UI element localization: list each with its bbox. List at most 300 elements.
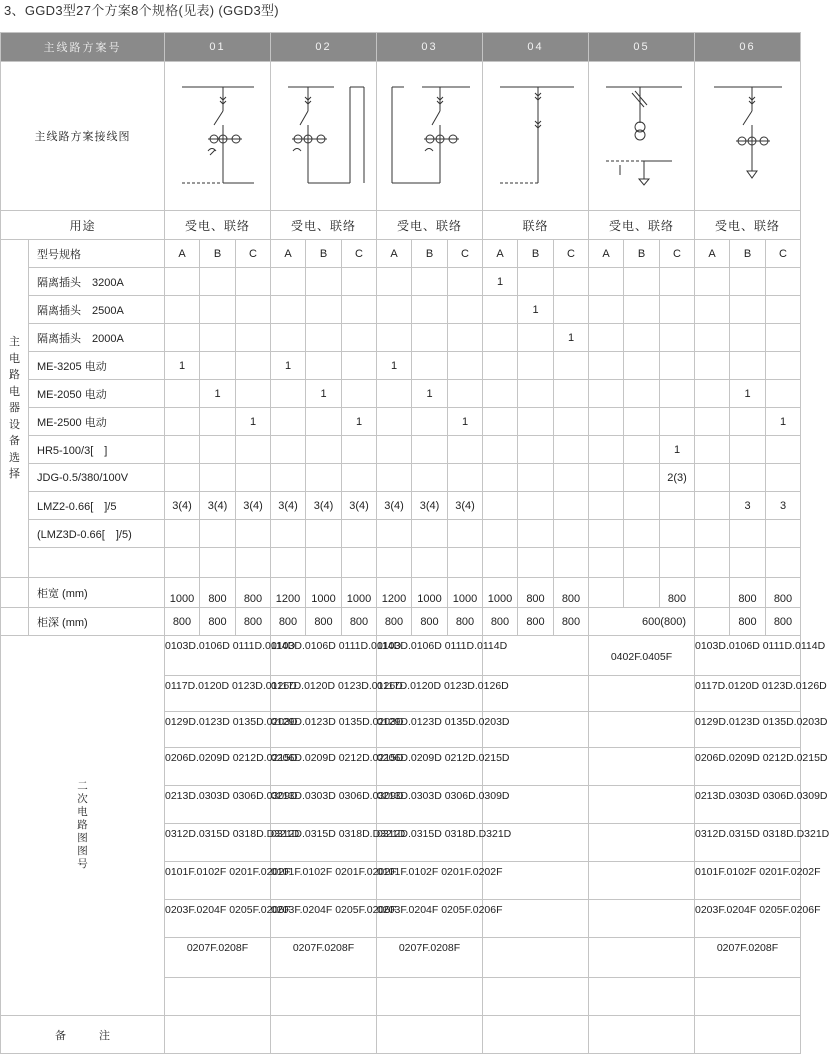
scheme-05-header: 05 (589, 33, 695, 62)
equipment-row (1, 324, 801, 352)
equipment-cell (377, 464, 412, 492)
circuit-diagram-01-icon (168, 71, 268, 201)
spec-column-cell: B (624, 240, 660, 268)
equipment-cell (377, 520, 412, 548)
secondary-cell (483, 978, 589, 1016)
equipment-cell (695, 324, 730, 352)
secondary-cell: 0312D.0315D 0318D.D321D (271, 824, 377, 862)
circuit-diagram-02-icon (274, 71, 374, 201)
equipment-cell (589, 464, 624, 492)
usage-label: 用途 (1, 211, 165, 240)
equipment-cell (412, 296, 448, 324)
equipment-cell (483, 464, 518, 492)
equipment-cell: 1 (554, 324, 589, 352)
equipment-row (1, 548, 801, 578)
equipment-row (1, 352, 801, 380)
main-circuit-section-label: 主电路电器设备选择 (1, 240, 29, 578)
spec-column-cell: A (165, 240, 200, 268)
equipment-label: ME-2050 电动 (29, 380, 165, 408)
width-cell: 1000 (165, 578, 200, 608)
equipment-cell (271, 408, 306, 436)
equipment-cell (554, 408, 589, 436)
secondary-circuit-body (1, 636, 829, 1016)
equipment-cell (165, 324, 200, 352)
equipment-cell (412, 436, 448, 464)
width-cell: 1200 (377, 578, 412, 608)
equipment-cell (660, 268, 695, 296)
spec-column-cell: C (766, 240, 801, 268)
equipment-cell (660, 324, 695, 352)
equipment-cell (306, 464, 342, 492)
equipment-cell (412, 520, 448, 548)
equipment-cell (624, 520, 660, 548)
wiring-diagram-02 (271, 62, 377, 211)
equipment-cell (730, 352, 766, 380)
width-cell (695, 578, 730, 608)
usage-02: 受电、联络 (271, 211, 377, 240)
equipment-row (1, 296, 801, 324)
depth-cell: 800 (412, 608, 448, 636)
usage-01: 受电、联络 (165, 211, 271, 240)
equipment-cell (766, 548, 801, 578)
diagram-row-label: 主线路方案接线图 (1, 62, 165, 211)
secondary-cell: 0101F.0102F 0201F.0202F (377, 862, 483, 900)
secondary-cell: 0213D.0303D 0306D.0309D (695, 786, 801, 824)
spec-column-cell: A (271, 240, 306, 268)
equipment-cell (554, 296, 589, 324)
equipment-cell: 3(4) (271, 492, 306, 520)
equipment-cell (236, 548, 271, 578)
secondary-cell (377, 978, 483, 1016)
secondary-cell: 0129D.0123D 0135D.0203D (165, 712, 271, 748)
equipment-cell (200, 296, 236, 324)
remarks-label: 备 注 (1, 1016, 165, 1054)
equipment-cell (554, 492, 589, 520)
equipment-label (29, 548, 165, 578)
cabinet-width-row (1, 578, 801, 608)
equipment-cell (342, 380, 377, 408)
equipment-cell (624, 296, 660, 324)
equipment-cell (730, 548, 766, 578)
equipment-cell (236, 296, 271, 324)
secondary-cell: 0203F.0204F 0205F.0206F (165, 900, 271, 938)
equipment-cell (589, 492, 624, 520)
spec-column-cell: B (200, 240, 236, 268)
spec-column-cell: C (660, 240, 695, 268)
depth-cell: 800 (342, 608, 377, 636)
equipment-cell (448, 464, 483, 492)
equipment-label: ME-2500 电动 (29, 408, 165, 436)
equipment-cell: 3(4) (306, 492, 342, 520)
secondary-cell: 0206D.0209D 0212D.0215D (377, 748, 483, 786)
spec-column-cell: C (554, 240, 589, 268)
wiring-diagram-04 (483, 62, 589, 211)
equipment-cell (165, 520, 200, 548)
secondary-cell: 0129D.0123D 0135D.0203D (271, 712, 377, 748)
equipment-cell (306, 408, 342, 436)
equipment-cell (518, 352, 554, 380)
equipment-cell (165, 436, 200, 464)
equipment-cell (660, 520, 695, 548)
equipment-cell (306, 548, 342, 578)
equipment-cell (448, 296, 483, 324)
equipment-cell (660, 408, 695, 436)
equipment-cell: 3(4) (377, 492, 412, 520)
depth-cell: 800 (483, 608, 518, 636)
equipment-cell (200, 436, 236, 464)
equipment-cell (271, 436, 306, 464)
spec-column-cell: C (342, 240, 377, 268)
equipment-cell (200, 268, 236, 296)
equipment-cell (660, 492, 695, 520)
equipment-cell (271, 268, 306, 296)
equipment-cell (518, 324, 554, 352)
equipment-cell (518, 268, 554, 296)
secondary-cell: 0203F.0204F 0205F.0206F (695, 900, 801, 938)
width-cell: 800 (200, 578, 236, 608)
equipment-cell: 1 (236, 408, 271, 436)
equipment-cell: 1 (306, 380, 342, 408)
equipment-cell (518, 408, 554, 436)
wiring-diagram-01 (165, 62, 271, 211)
equipment-cell (236, 380, 271, 408)
depth-cell: 800 (200, 608, 236, 636)
width-cell: 1000 (412, 578, 448, 608)
equipment-cell (483, 324, 518, 352)
equipment-label: LMZ2-0.66[ ]/5 (29, 492, 165, 520)
secondary-cell (589, 676, 695, 712)
equipment-cell (518, 548, 554, 578)
equipment-cell: 1 (660, 436, 695, 464)
scheme-04-header: 04 (483, 33, 589, 62)
equipment-row (1, 380, 801, 408)
equipment-cell (342, 548, 377, 578)
secondary-circuit-label-text: 二次电路图图号 (77, 780, 88, 870)
secondary-cell (589, 786, 695, 824)
scheme-06-header: 06 (695, 33, 801, 62)
equipment-cell (377, 268, 412, 296)
secondary-cell: 0206D.0209D 0212D.0215D (271, 748, 377, 786)
equipment-cell (695, 436, 730, 464)
depth-cell: 800 (165, 608, 200, 636)
width-cell: 800 (766, 578, 801, 608)
secondary-cell: 0213D.0303D 0306D.0309D (271, 786, 377, 824)
equipment-cell (554, 520, 589, 548)
equipment-cell (448, 380, 483, 408)
equipment-cell (271, 464, 306, 492)
width-cell: 800 (730, 578, 766, 608)
secondary-cell: 0206D.0209D 0212D.0215D (695, 748, 801, 786)
equipment-cell (271, 296, 306, 324)
secondary-cell: 0117D.0120D 0123D.0126D (695, 676, 801, 712)
equipment-cell (730, 296, 766, 324)
scheme-table (0, 32, 829, 1054)
equipment-cell (624, 548, 660, 578)
equipment-cell (306, 520, 342, 548)
secondary-cell: 0207F.0208F (377, 938, 483, 978)
depth-cell: 800 (306, 608, 342, 636)
equipment-cell (589, 436, 624, 464)
equipment-label: 隔离插头 2000A (29, 324, 165, 352)
depth-cell: 800 (448, 608, 483, 636)
equipment-cell (624, 352, 660, 380)
equipment-cell (518, 520, 554, 548)
secondary-cell: 0101F.0102F 0201F.0202F (695, 862, 801, 900)
equipment-cell (624, 436, 660, 464)
equipment-label: ME-3205 电动 (29, 352, 165, 380)
equipment-row (1, 268, 801, 296)
equipment-cell: 1 (483, 268, 518, 296)
secondary-cell: 0203F.0204F 0205F.0206F (271, 900, 377, 938)
equipment-cell: 3(4) (412, 492, 448, 520)
circuit-diagram-04-icon (486, 71, 586, 201)
equipment-cell (342, 324, 377, 352)
secondary-cell (165, 978, 271, 1016)
equipment-cell (342, 520, 377, 548)
secondary-cell: 0103D.0106D 0111D.0114D (377, 636, 483, 676)
equipment-cell (271, 520, 306, 548)
secondary-cell (271, 978, 377, 1016)
equipment-cell (342, 464, 377, 492)
equipment-cell (766, 268, 801, 296)
secondary-cell: 0213D.0303D 0306D.0309D (377, 786, 483, 824)
equipment-cell (377, 380, 412, 408)
equipment-cell (518, 492, 554, 520)
scheme-03-header: 03 (377, 33, 483, 62)
usage-06: 受电、联络 (695, 211, 801, 240)
equipment-cell: 1 (271, 352, 306, 380)
equipment-cell (412, 548, 448, 578)
secondary-cell: 0312D.0315D 0318D.D321D (695, 824, 801, 862)
width-cell: 1200 (271, 578, 306, 608)
equipment-cell: 1 (730, 380, 766, 408)
spec-column-cell: A (377, 240, 412, 268)
equipment-cell: 3 (766, 492, 801, 520)
equipment-cell (695, 548, 730, 578)
spec-column-cell: B (306, 240, 342, 268)
usage-05: 受电、联络 (589, 211, 695, 240)
equipment-cell (306, 268, 342, 296)
cabinet-width-label: 柜宽 (mm) (29, 578, 165, 608)
remarks-cell (589, 1016, 695, 1054)
blank-cell (1, 578, 29, 608)
secondary-cell (589, 824, 695, 862)
equipment-label: HR5-100/3[ ] (29, 436, 165, 464)
secondary-row (1, 636, 801, 676)
secondary-cell: 0312D.0315D 0318D.D321D (377, 824, 483, 862)
secondary-cell: 0402F.0405F (589, 636, 695, 676)
depth-cell: 800 (518, 608, 554, 636)
equipment-cell (165, 548, 200, 578)
equipment-cell (236, 464, 271, 492)
equipment-cell (483, 436, 518, 464)
equipment-cell: 3(4) (165, 492, 200, 520)
equipment-cell (730, 268, 766, 296)
equipment-cell (165, 380, 200, 408)
equipment-row (1, 520, 801, 548)
equipment-cell (200, 408, 236, 436)
equipment-cell (236, 352, 271, 380)
spec-column-cell: C (448, 240, 483, 268)
equipment-cell (448, 352, 483, 380)
secondary-cell (589, 978, 695, 1016)
secondary-cell: 0101F.0102F 0201F.0202F (165, 862, 271, 900)
equipment-cell (660, 296, 695, 324)
equipment-cell (554, 436, 589, 464)
equipment-cell (695, 296, 730, 324)
equipment-cell: 1 (766, 408, 801, 436)
spec-column-cell: B (730, 240, 766, 268)
equipment-cell (483, 548, 518, 578)
equipment-cell: 2(3) (660, 464, 695, 492)
equipment-cell: 1 (165, 352, 200, 380)
equipment-cell (165, 268, 200, 296)
equipment-cell (200, 464, 236, 492)
usage-row (1, 211, 801, 240)
equipment-cell (589, 380, 624, 408)
equipment-cell (766, 296, 801, 324)
spec-column-cell: B (412, 240, 448, 268)
secondary-cell: 0207F.0208F (271, 938, 377, 978)
blank-cell (1, 608, 29, 636)
equipment-cell (483, 520, 518, 548)
equipment-cell (730, 408, 766, 436)
model-spec-label: 型号规格 (29, 240, 165, 268)
equipment-cell (695, 268, 730, 296)
remarks-cell (165, 1016, 271, 1054)
equipment-cell (200, 520, 236, 548)
equipment-cell (589, 296, 624, 324)
secondary-cell: 0207F.0208F (165, 938, 271, 978)
equipment-cell (306, 324, 342, 352)
equipment-cell (554, 548, 589, 578)
equipment-cell (342, 436, 377, 464)
depth-cell (695, 608, 730, 636)
width-cell: 1000 (306, 578, 342, 608)
equipment-cell (624, 408, 660, 436)
equipment-cell (483, 492, 518, 520)
equipment-cell (200, 548, 236, 578)
circuit-diagram-03-icon (380, 71, 480, 201)
header-row (1, 33, 801, 62)
equipment-cell (624, 380, 660, 408)
equipment-cell (271, 380, 306, 408)
secondary-cell: 0117D.0120D 0123D.0126D (271, 676, 377, 712)
model-spec-row (1, 240, 801, 268)
depth-cell: 800 (377, 608, 412, 636)
wiring-diagram-05 (589, 62, 695, 211)
width-cell: 800 (554, 578, 589, 608)
secondary-cell (589, 748, 695, 786)
equipment-cell (448, 324, 483, 352)
remarks-cell (695, 1016, 801, 1054)
equipment-cell: 3(4) (342, 492, 377, 520)
equipment-cell: 1 (342, 408, 377, 436)
remarks-cell (483, 1016, 589, 1054)
equipment-cell (589, 408, 624, 436)
equipment-row (1, 464, 801, 492)
equipment-cell (448, 520, 483, 548)
secondary-cell: 0117D.0120D 0123D.0126D (165, 676, 271, 712)
secondary-cell: 0103D.0106D 0111D.0114D (165, 636, 271, 676)
equipment-cell (730, 436, 766, 464)
scheme-01-header: 01 (165, 33, 271, 62)
depth-cell: 800 (236, 608, 271, 636)
width-cell: 800 (236, 578, 271, 608)
equipment-label: JDG-0.5/380/100V (29, 464, 165, 492)
equipment-cell (306, 296, 342, 324)
spec-column-cell: B (518, 240, 554, 268)
equipment-cell (624, 324, 660, 352)
equipment-cell (660, 352, 695, 380)
width-cell: 1000 (448, 578, 483, 608)
equipment-cell (412, 408, 448, 436)
equipment-cell: 1 (377, 352, 412, 380)
equipment-cell (518, 464, 554, 492)
cabinet-depth-label: 柜深 (mm) (29, 608, 165, 636)
secondary-cell: 0129D.0123D 0135D.0203D (695, 712, 801, 748)
equipment-cell (695, 464, 730, 492)
equipment-cell (236, 520, 271, 548)
secondary-cell: 0101F.0102F 0201F.0202F (271, 862, 377, 900)
equipment-cell (554, 352, 589, 380)
equipment-cell (766, 464, 801, 492)
secondary-cell: 0206D.0209D 0212D.0215D (165, 748, 271, 786)
secondary-cell (695, 978, 801, 1016)
remarks-cell (271, 1016, 377, 1054)
equipment-cell: 1 (518, 296, 554, 324)
scheme-number-label: 主线路方案号 (1, 33, 165, 62)
equipment-cell (730, 324, 766, 352)
equipment-cell (730, 520, 766, 548)
width-cell: 1000 (483, 578, 518, 608)
secondary-cell (589, 862, 695, 900)
spec-column-cell: A (483, 240, 518, 268)
secondary-cell: 0103D.0106D 0111D.0114D (271, 636, 377, 676)
equipment-cell (165, 464, 200, 492)
equipment-cell (624, 464, 660, 492)
equipment-cell (412, 464, 448, 492)
equipment-cell (695, 380, 730, 408)
equipment-cell (271, 324, 306, 352)
spec-column-cell: A (589, 240, 624, 268)
equipment-cell (554, 268, 589, 296)
spec-column-cell: A (695, 240, 730, 268)
equipment-cell (766, 436, 801, 464)
equipment-cell (448, 548, 483, 578)
secondary-cell (589, 938, 695, 978)
depth-cell: 800 (730, 608, 766, 636)
equipment-cell (730, 464, 766, 492)
equipment-cell (236, 268, 271, 296)
equipment-cell (200, 324, 236, 352)
equipment-cell (236, 436, 271, 464)
width-cell (589, 578, 624, 608)
secondary-cell (483, 938, 589, 978)
page-title: 3、GGD3型27个方案8个规格(见表) (GGD3型) (4, 3, 279, 18)
equipment-label: (LMZ3D-0.66[ ]/5) (29, 520, 165, 548)
equipment-cell (695, 520, 730, 548)
secondary-cell: 0207F.0208F (695, 938, 801, 978)
secondary-cell: 0203F.0204F 0205F.0206F (377, 900, 483, 938)
usage-03: 受电、联络 (377, 211, 483, 240)
equipment-cell (589, 352, 624, 380)
equipment-cell (766, 380, 801, 408)
equipment-cell (236, 324, 271, 352)
equipment-cell (342, 296, 377, 324)
wiring-diagram-06 (695, 62, 801, 211)
equipment-cell (589, 548, 624, 578)
